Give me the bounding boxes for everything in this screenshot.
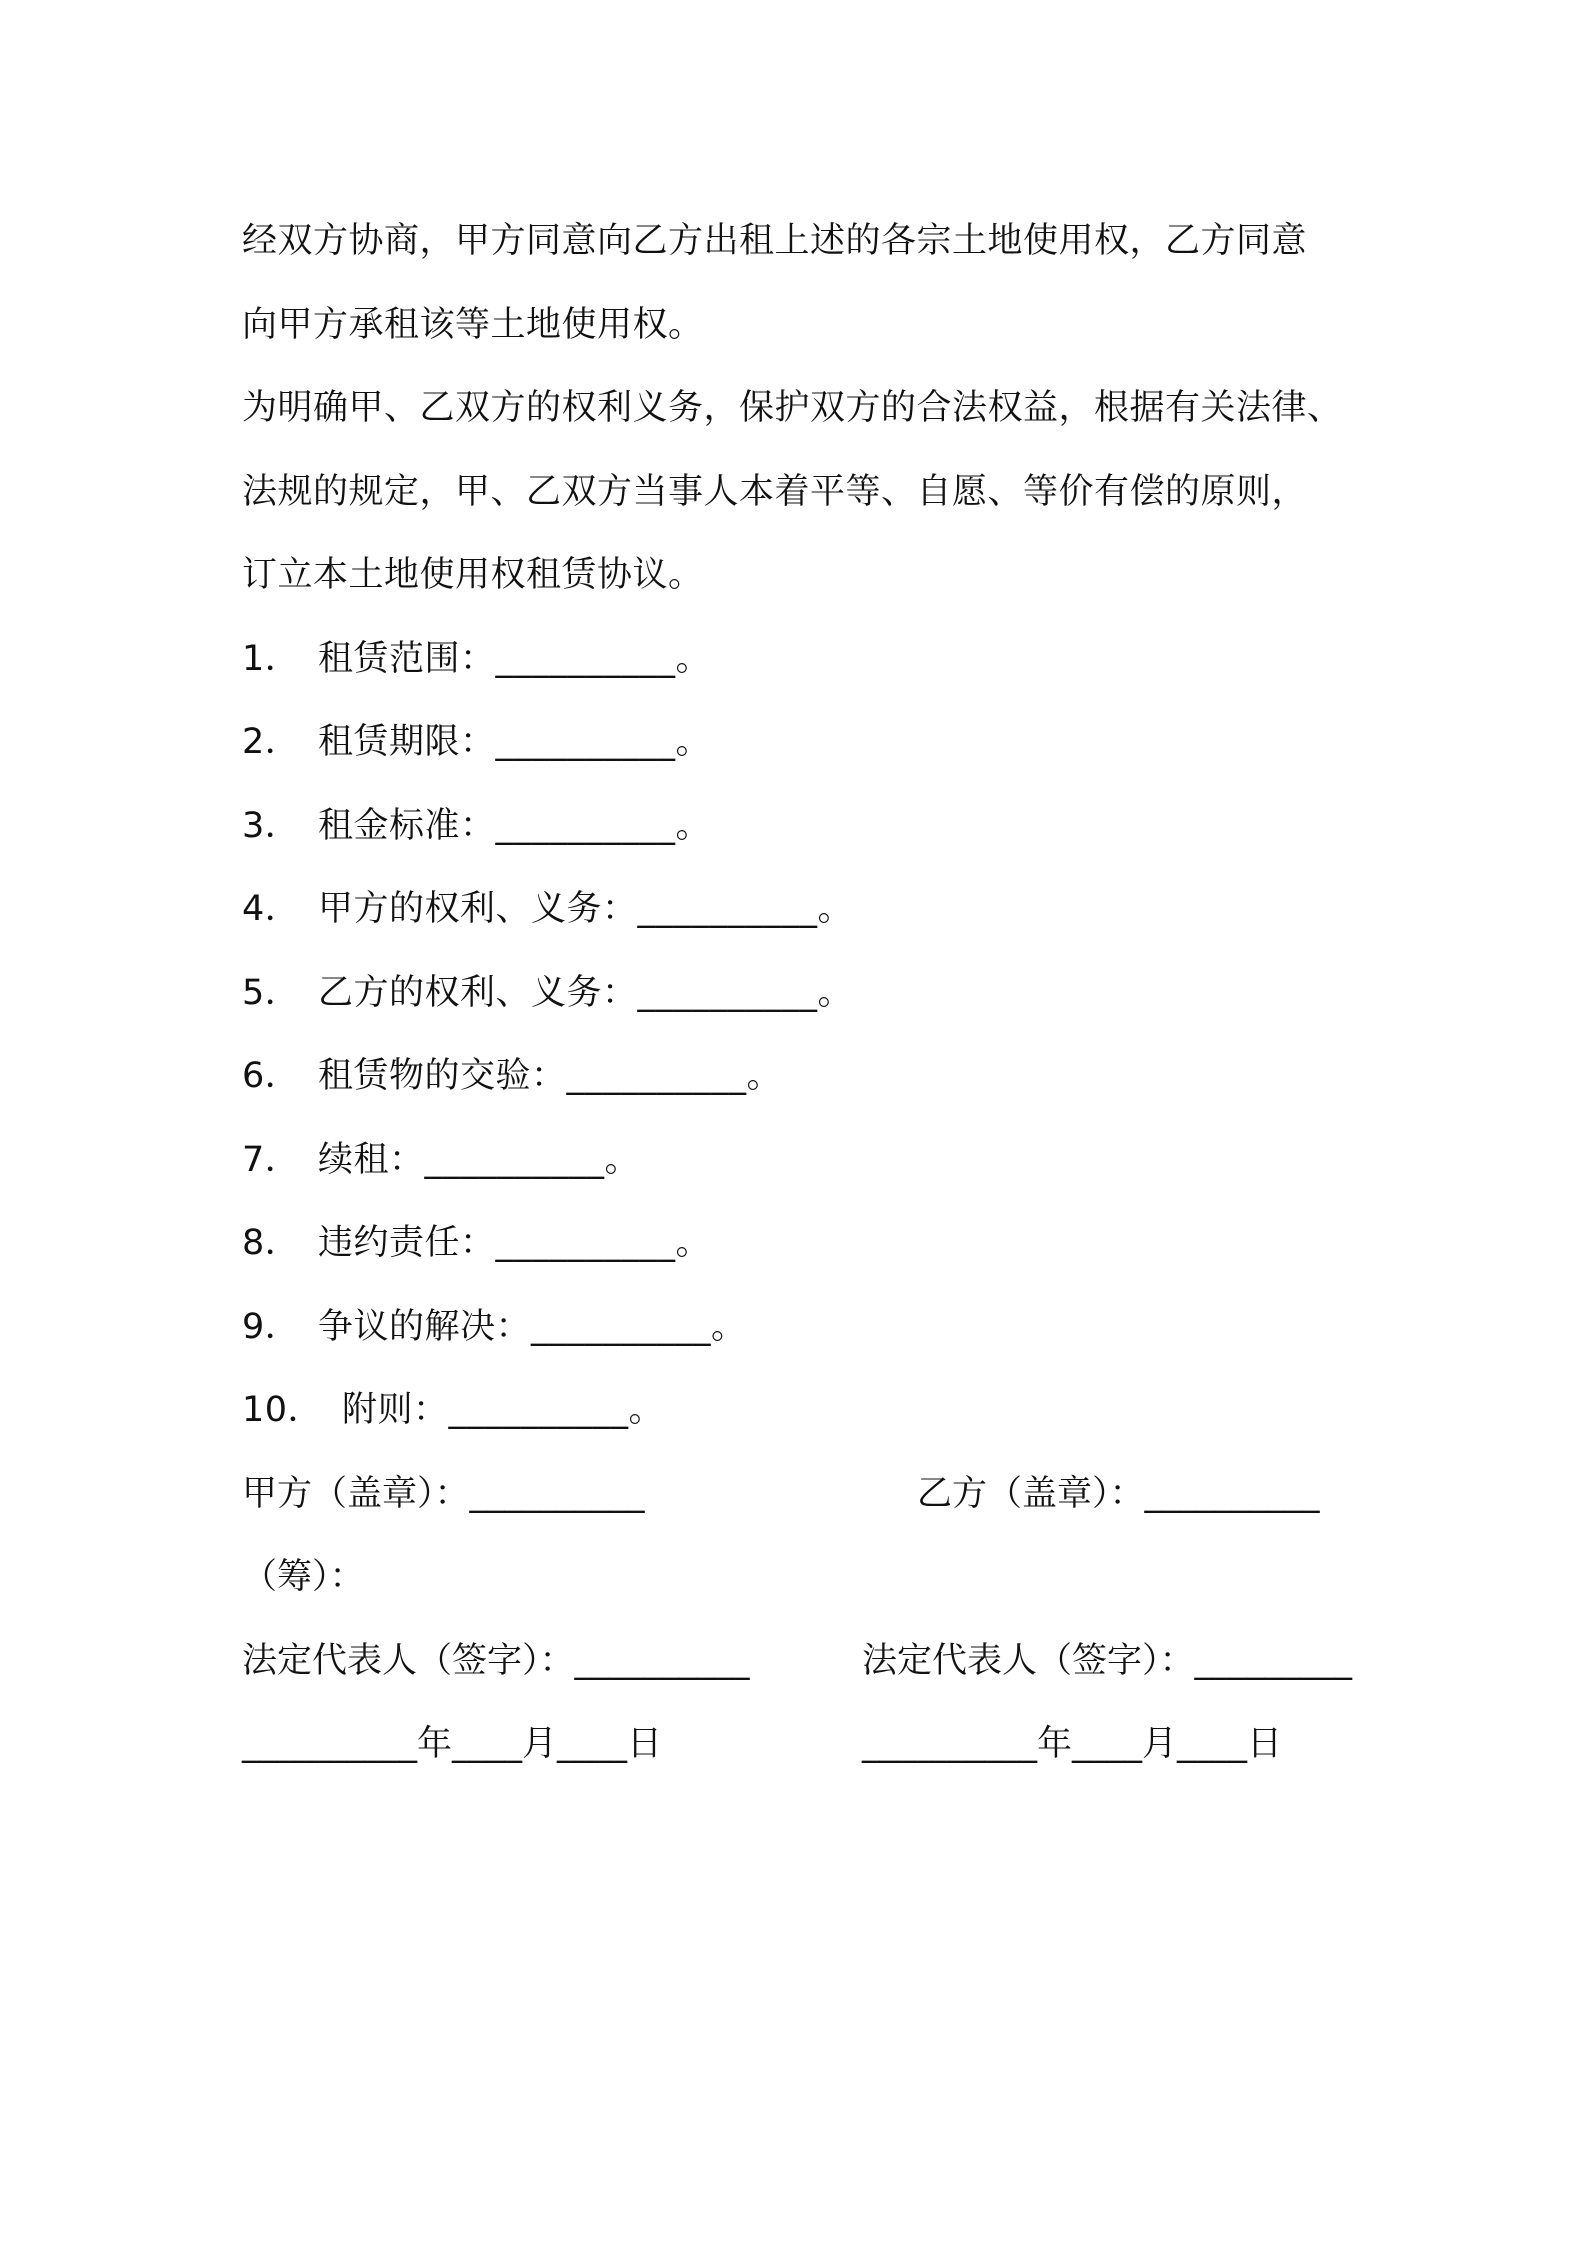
party-a-seal: 甲方（盖章）：__________	[242, 1473, 645, 1514]
clause-text: 租赁范围：__________。	[318, 638, 712, 679]
clause-text: 甲方的权利、义务：__________。	[318, 889, 854, 929]
party-b-seal: 乙方（盖章）：__________	[917, 1473, 1320, 1514]
clause-item	[242, 618, 1352, 702]
clause-number: 6．	[242, 1056, 301, 1096]
paragraph-line: 为明确甲、乙双方的权利义务，保护双方的合法权益，根据有关法律、	[242, 388, 1343, 428]
clause-item	[242, 1369, 1352, 1453]
date-row	[242, 1703, 1352, 1787]
clause-number: 9．	[242, 1306, 301, 1347]
paragraph-line: 法规的规定，甲、乙双方当事人本着平等、自愿、等价有偿的原则，	[242, 471, 1308, 512]
clause-number: 2．	[242, 722, 301, 762]
clause-text: 租赁物的交验：__________。	[318, 1056, 783, 1096]
clause-item	[242, 1035, 1352, 1119]
party-b-date: __________年____月____日	[862, 1724, 1283, 1764]
clause-number: 4．	[242, 889, 301, 929]
paragraph-line: 订立本土地使用权租赁协议。	[242, 555, 704, 595]
clause-number: 5．	[242, 972, 301, 1013]
clause-text: 争议的解决：__________。	[318, 1306, 747, 1347]
clause-text: 附则：__________。	[342, 1390, 665, 1430]
party-b-representative: 法定代表人（签字）：_________	[861, 1640, 1352, 1681]
clause-number: 10．	[242, 1390, 324, 1430]
clause-item	[242, 1119, 1352, 1203]
clause-text: 租金标准：__________。	[318, 805, 712, 846]
clause-number: 1．	[242, 638, 301, 679]
clause-item	[242, 868, 1352, 952]
clause-number: 7．	[242, 1139, 301, 1180]
paragraph-line: 经双方协商，甲方同意向乙方出租上述的各宗土地使用权，乙方同意	[242, 221, 1308, 261]
seal-row	[242, 1453, 1352, 1537]
clause-number: 3．	[242, 805, 301, 846]
clause-item	[242, 785, 1352, 869]
clause-text: 违约责任：__________。	[318, 1223, 712, 1263]
clause-text: 租赁期限：__________。	[318, 722, 712, 762]
party-a-date: __________年____月____日	[242, 1724, 663, 1764]
document-body	[242, 200, 1352, 1787]
clause-text: 续租：__________。	[318, 1139, 641, 1180]
clause-text: 乙方的权利、义务：__________。	[318, 972, 854, 1013]
seal-continuation-row	[242, 1536, 1352, 1620]
party-a-representative: 法定代表人（签字）：__________	[242, 1640, 750, 1681]
clause-item	[242, 701, 1352, 785]
clause-item	[242, 1202, 1352, 1286]
party-b-seal-continuation: （筹）：	[242, 1557, 365, 1597]
clause-item	[242, 952, 1352, 1036]
clause-number: 8．	[242, 1223, 301, 1263]
representative-row	[242, 1620, 1352, 1704]
paragraph-line: 向甲方承租该等土地使用权。	[242, 304, 704, 345]
clause-item	[242, 1286, 1352, 1370]
